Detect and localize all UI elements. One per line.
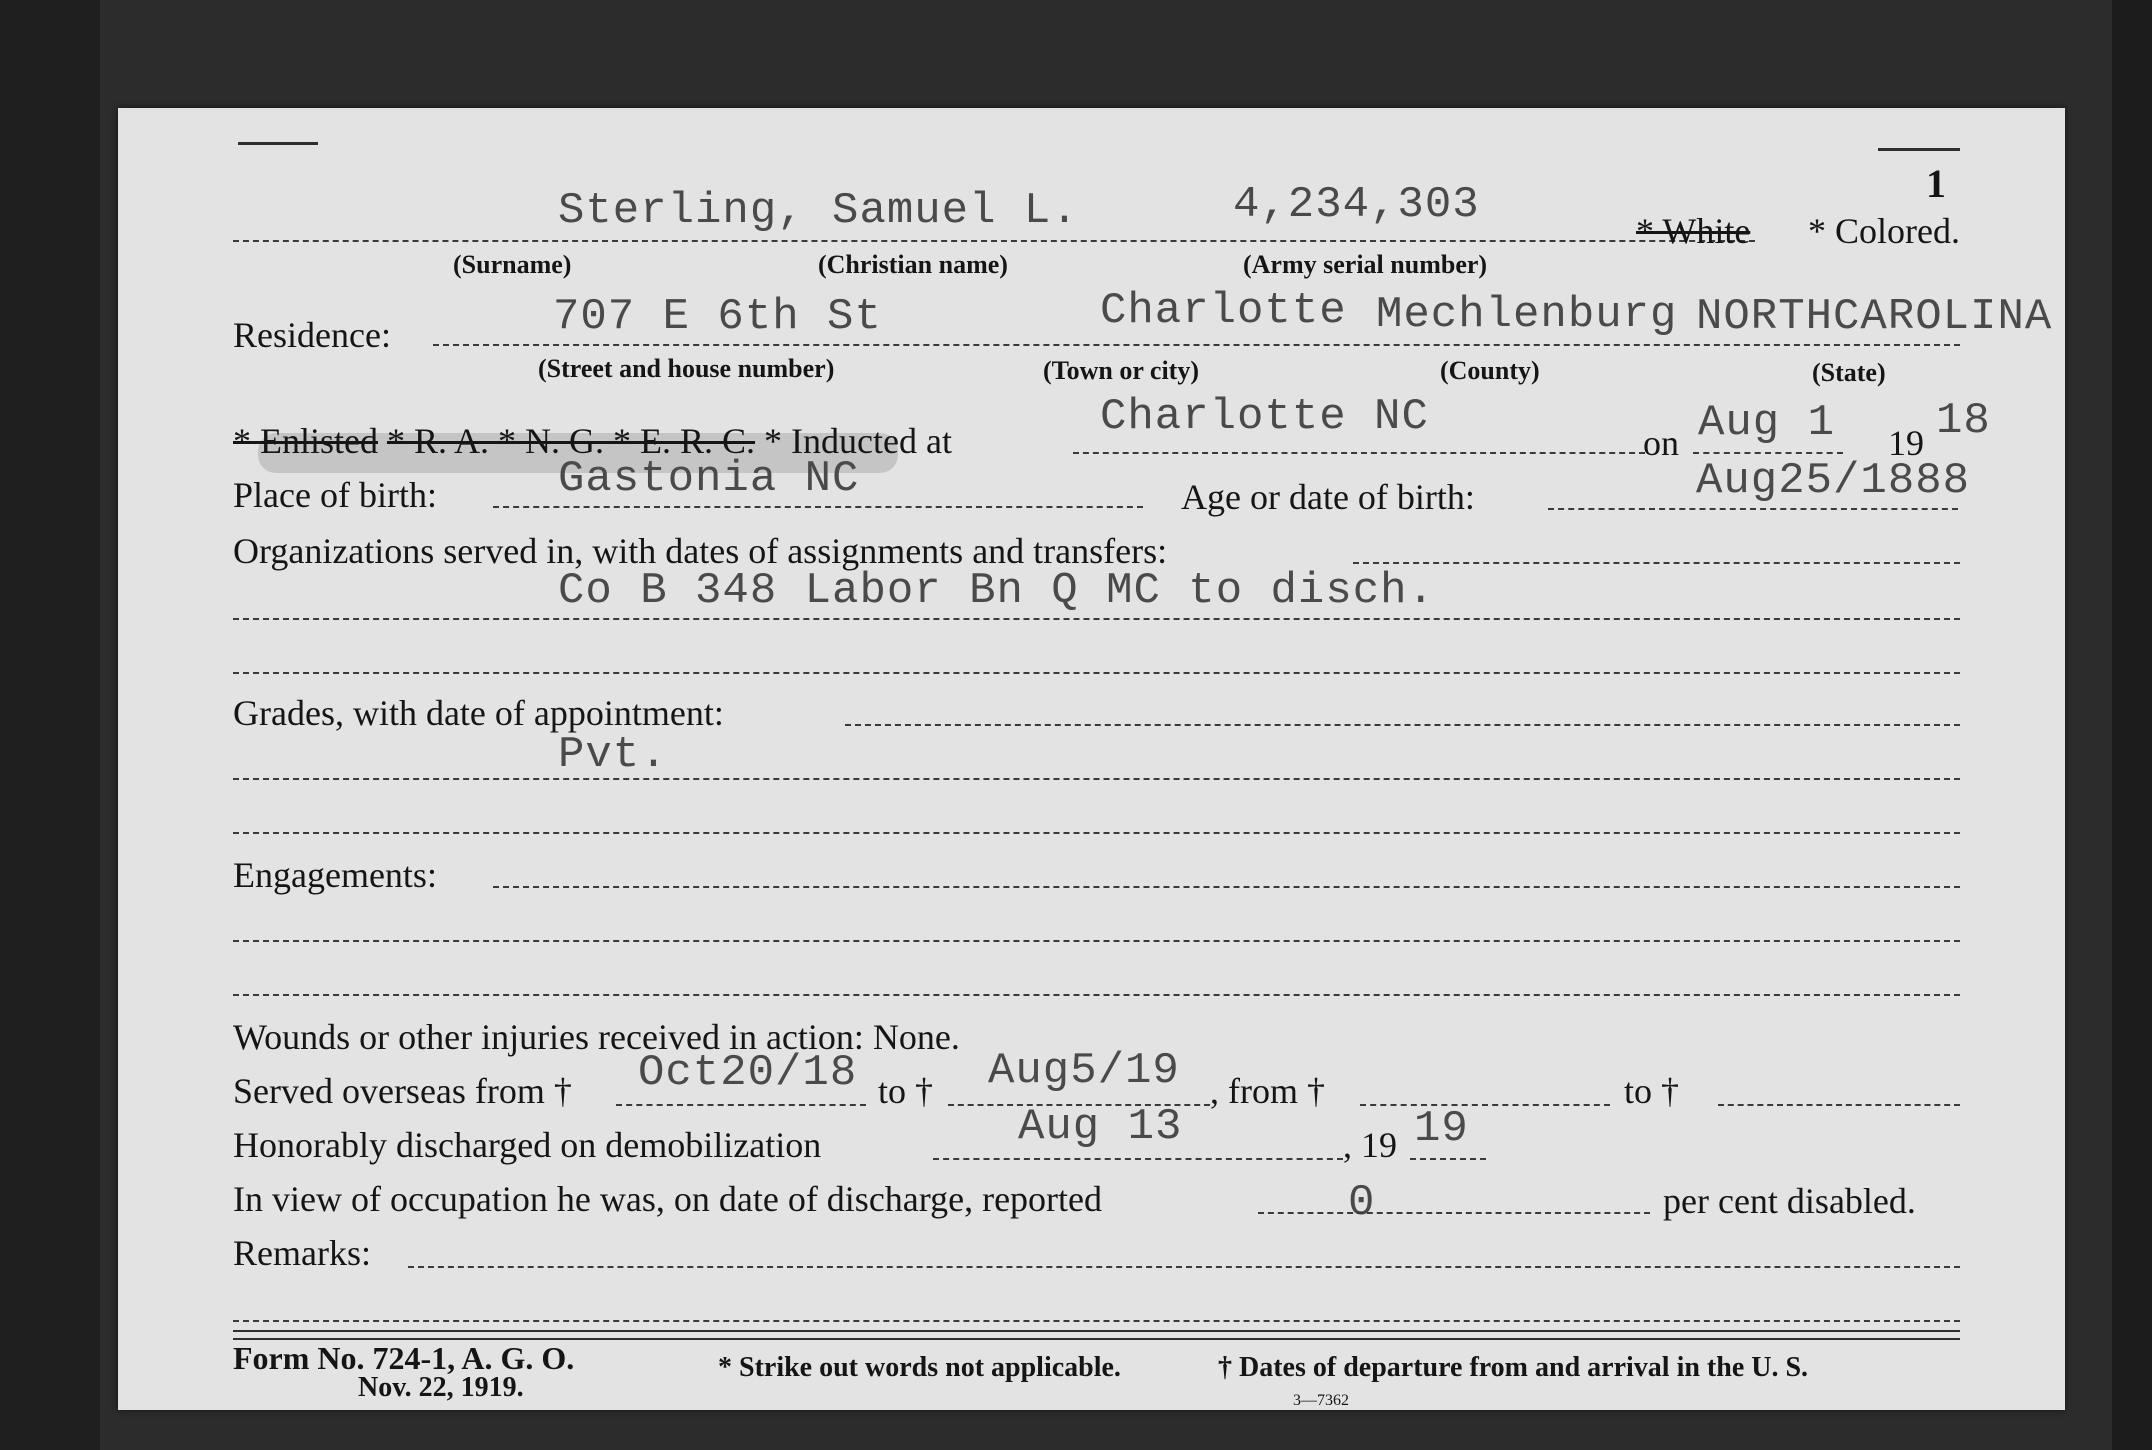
overseas-to-label: to †: [878, 1071, 934, 1111]
overseas-label: Served overseas from †: [233, 1071, 572, 1111]
birth-date-line: [1548, 508, 1958, 510]
residence-street: 707 E 6th St: [553, 292, 882, 342]
inducted-label: * Inducted at: [764, 421, 952, 461]
left-border: [0, 0, 100, 1450]
disability-label: In view of occupation he was, on date of discharge, reported: [233, 1179, 1103, 1219]
overseas-from-label-2: , from †: [1210, 1071, 1325, 1111]
organizations-label: Organizations served in, with dates of assignments and transfers:: [233, 531, 1168, 571]
discharge-label: Honorably discharged on demobilization: [233, 1125, 822, 1165]
residence-state: NORTHCAROLINA: [1696, 292, 2053, 342]
discharge-year-prefix: , 19: [1343, 1125, 1397, 1165]
induction-date-line: [1693, 452, 1843, 454]
induction-date: Aug 1: [1698, 398, 1836, 448]
engagements-label: Engagements:: [233, 855, 437, 895]
wounds-value: None.: [872, 1017, 960, 1057]
overseas-from-date: Oct20/18: [638, 1048, 858, 1098]
birthplace-value: Gastonia NC: [558, 454, 860, 504]
wounds-label: Wounds or other injuries received in action:: [233, 1017, 864, 1057]
top-right-rule: [1878, 148, 1960, 151]
army-serial-number: 4,234,303: [1233, 180, 1480, 230]
grades-line-3: [233, 832, 1960, 834]
overseas-from-line-2: [1360, 1104, 1610, 1106]
discharge-year-suffix: 19: [1414, 1104, 1469, 1154]
footer-rule-1: [233, 1330, 1960, 1332]
soldier-name: Sterling, Samuel L.: [558, 186, 1079, 236]
inducted-at: Charlotte NC: [1100, 392, 1429, 442]
birth-date-label: Age or date of birth:: [1181, 477, 1475, 517]
engagements-line-2: [233, 940, 1960, 942]
dates-note: † Dates of departure from and arrival in the U. S.: [1218, 1352, 1809, 1383]
print-code: 3—7362: [1293, 1392, 1349, 1409]
engagements-line-3: [233, 994, 1960, 996]
inducted-line: [1073, 452, 1645, 454]
form-date: Nov. 22, 1919.: [358, 1372, 524, 1403]
on-label: on: [1643, 423, 1679, 463]
name-line: [233, 240, 1755, 242]
birthplace-line: [493, 506, 1143, 508]
grades-line-1: [845, 724, 1960, 726]
disability-value: 0: [1348, 1178, 1376, 1228]
organizations-line-3: [233, 672, 1960, 674]
organizations-line-1: [1353, 562, 1960, 564]
disability-line: [1258, 1212, 1650, 1214]
grades-label: Grades, with date of appointment:: [233, 693, 724, 733]
residence-label: Residence:: [233, 315, 391, 355]
organizations-value: Co B 348 Labor Bn Q MC to disch.: [558, 566, 1435, 616]
overseas-to-label-2: to †: [1624, 1071, 1680, 1111]
race-white: [1636, 210, 1750, 252]
birth-date-value: Aug25/1888: [1696, 456, 1971, 506]
remarks-line-1: [408, 1266, 1960, 1268]
grades-value: Pvt.: [558, 730, 668, 780]
remarks-line-2: [233, 1320, 1960, 1322]
discharge-date: Aug 13: [1018, 1102, 1183, 1152]
remarks-label: Remarks:: [233, 1233, 371, 1273]
form-number: Form No. 724-1, A. G. O.: [233, 1340, 575, 1376]
caption-street: (Street and house number): [538, 354, 835, 383]
caption-christian-name: (Christian name): [818, 250, 1008, 279]
residence-county: Mechlenburg: [1376, 290, 1678, 340]
enlistment-types: * R. A. * N. G. * E. R. C.: [386, 421, 756, 461]
service-record-card: [118, 108, 2065, 1410]
discharge-line: [933, 1158, 1343, 1160]
overseas-from-line: [616, 1104, 866, 1106]
residence-line: [433, 344, 1960, 346]
caption-town: (Town or city): [1043, 356, 1199, 385]
residence-town: Charlotte: [1100, 286, 1347, 336]
enlisted-label: * Enlisted: [233, 421, 378, 461]
overseas-to-date: Aug5/19: [988, 1046, 1180, 1096]
strike-note: * Strike out words not applicable.: [718, 1352, 1121, 1383]
card-number: 1: [1926, 161, 1946, 206]
birthplace-label: Place of birth:: [233, 475, 437, 515]
overseas-to-line-2: [1718, 1104, 1960, 1106]
grades-line-2: [233, 778, 1960, 780]
top-left-rule: [238, 142, 318, 145]
induction-year-prefix: 19: [1888, 423, 1924, 463]
caption-state: (State): [1812, 358, 1886, 387]
right-border: [2112, 0, 2152, 1450]
caption-county: (County): [1440, 356, 1540, 385]
organizations-line-2: [233, 618, 1960, 620]
caption-surname: (Surname): [453, 250, 572, 279]
caption-serial: (Army serial number): [1243, 250, 1488, 279]
engagements-line-1: [493, 886, 1960, 888]
race-white-label: * White: [1636, 211, 1751, 251]
discharge-year-line: [1410, 1158, 1486, 1160]
induction-year-suffix: 18: [1936, 396, 1991, 446]
disability-suffix: per cent disabled.: [1663, 1181, 1916, 1221]
race-colored: * Colored.: [1808, 211, 1960, 251]
